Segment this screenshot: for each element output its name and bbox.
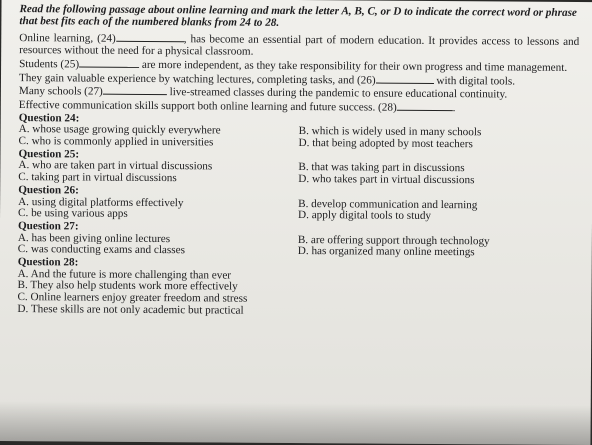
question-title: Question 28:	[17, 256, 79, 269]
blank-25[interactable]	[79, 57, 139, 67]
blank-24[interactable]	[116, 32, 184, 42]
passage-text-after: with digital tools.	[433, 74, 516, 88]
question-options	[18, 197, 578, 224]
blank-26[interactable]	[376, 73, 434, 83]
option-c[interactable]: C. who is commonly applied in universities	[18, 135, 214, 149]
passage	[19, 31, 580, 115]
option-d[interactable]: D. apply digital tools to study	[298, 209, 432, 223]
question-title: Question 25:	[18, 147, 80, 161]
question-title: Question 24:	[18, 111, 80, 125]
question-26	[18, 185, 578, 224]
question-options	[19, 124, 579, 151]
instructions: Read the following passage about online learning and mark the letter A, B, C, or D to indicate the correct word or phrase that best fits each of the numbered blanks from 24 to 28.	[19, 3, 577, 29]
option-b[interactable]: B. They also help students work more effectively	[17, 279, 238, 294]
blank-28[interactable]	[397, 101, 453, 111]
question-24	[19, 113, 579, 152]
question-title: Question 26:	[18, 183, 79, 197]
question-options	[18, 233, 578, 260]
question-options	[18, 160, 578, 187]
passage-text-before: Online learning, (24)	[19, 32, 116, 46]
option-a[interactable]: A. who are taken part in virtual discussions	[18, 159, 213, 173]
option-a[interactable]: A. And the future is more challenging than ever	[17, 267, 232, 282]
option-c[interactable]: C. Online learners enjoy greater freedom and stress	[17, 291, 248, 305]
option-a[interactable]: A. using digital platforms effectively	[18, 195, 184, 209]
passage-text-after: live-streamed classes during the pandemic to ensure educational continuity.	[166, 86, 508, 101]
option-b[interactable]: B. that was taking part in discussions	[298, 161, 465, 175]
option-d[interactable]: D. who takes part in virtual discussions	[298, 173, 475, 187]
question-28	[17, 257, 577, 319]
passage-text-before: They gain valuable experience by watching lectures, completing tasks, and (26)	[18, 71, 376, 87]
option-d[interactable]: D. These skills are not only academic but practical	[17, 302, 244, 317]
option-b[interactable]: B. develop communication and learning	[298, 197, 478, 211]
question-title: Question 27:	[17, 220, 79, 233]
bottom-shadow	[0, 401, 591, 445]
option-c[interactable]: C. taking part in virtual discussions	[18, 171, 177, 185]
blank-27[interactable]	[103, 85, 167, 95]
passage-text-after: are more independent, as they take responsibility for their own progress and time management.	[139, 58, 568, 74]
passage-paragraph-1	[19, 31, 579, 60]
passage-text-before: Students (25)	[19, 57, 80, 71]
option-a[interactable]: A. whose usage growing quickly everywhere	[18, 123, 221, 137]
option-c[interactable]: C. was conducting exams and classes	[17, 243, 185, 257]
passage-text-after: , has become an essential part of modern education. It provides access to lessons and resources without the need for a physical classroom.	[19, 33, 580, 58]
passage-text-before: Effective communication skills support both online learning and future success. (28)	[18, 98, 397, 114]
question-27	[18, 221, 578, 260]
option-c[interactable]: C. be using various apps	[18, 207, 128, 221]
passage-text-before: Many schools (27)	[18, 85, 103, 98]
passage-text-after: .	[452, 102, 456, 115]
option-b[interactable]: B. are offering support through technology	[297, 233, 490, 248]
question-25	[18, 149, 578, 188]
question-options	[17, 269, 577, 320]
option-a[interactable]: A. has been giving online lectures	[17, 231, 171, 245]
option-b[interactable]: B. which is widely used in many schools	[298, 125, 482, 139]
option-d[interactable]: D. that being adopted by most teachers	[298, 137, 473, 151]
option-d[interactable]: D. has organized many online meetings	[297, 245, 475, 259]
